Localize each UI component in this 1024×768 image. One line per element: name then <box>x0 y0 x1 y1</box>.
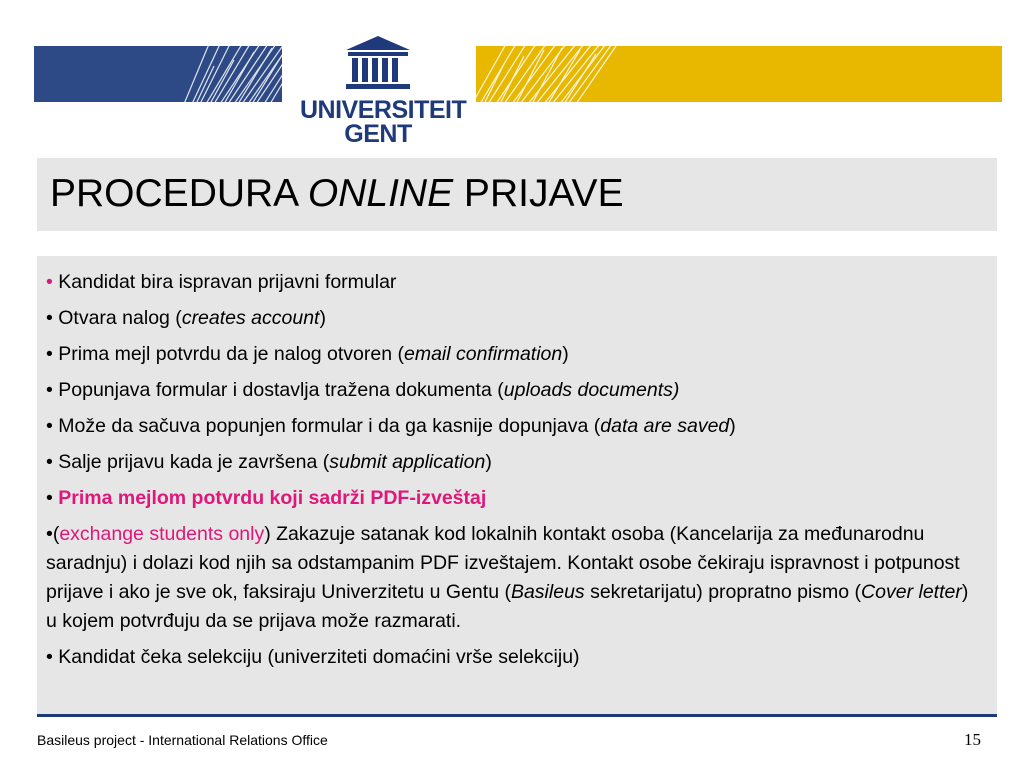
bullet-italic: creates account <box>181 307 320 329</box>
list-item <box>46 520 976 636</box>
bullet-italic: Basileus <box>510 581 585 603</box>
list-item <box>46 304 976 333</box>
highlight-text: Prima mejlom potvrdu koji sadrži PDF-izveštaj <box>58 487 487 509</box>
bullet-text: ) <box>729 415 736 437</box>
list-item <box>46 412 976 441</box>
temple-icon <box>342 34 414 94</box>
logo-text-universiteit: UNIVERSITEIT <box>300 96 467 124</box>
title-panel <box>37 158 997 231</box>
bullet-italic: uploads documents) <box>503 379 680 401</box>
page-number: 15 <box>964 730 981 749</box>
title-part1: PROCEDURA <box>50 172 308 215</box>
bullet-text: Kandidat bira ispravan prijavni formular <box>52 271 397 293</box>
bullet-text: ) <box>485 451 492 473</box>
brush-stroke-decoration <box>34 46 282 102</box>
bullet-italic: email confirmation <box>404 343 563 365</box>
bullet-text: ) u kojem potvrđuju da se prijava može razmarati. <box>46 581 969 632</box>
bullet-italic: Cover letter <box>861 581 962 603</box>
content-panel <box>37 256 997 714</box>
list-item <box>46 376 976 405</box>
blue-header-band <box>34 46 282 102</box>
bullet-text: • Kandidat čeka selekciju (univerziteti domaćini vrše selekciju) <box>46 646 580 668</box>
bullet-italic: submit application <box>329 451 486 473</box>
bullet-marker: • <box>46 487 59 509</box>
logo-text-gent: GENT <box>344 120 412 148</box>
bullet-text: • Otvara nalog ( <box>46 307 182 329</box>
list-item <box>46 643 976 672</box>
bullet-text: sekretarijatu) propratno pismo ( <box>584 581 862 603</box>
yellow-header-band <box>476 46 1002 102</box>
footer-label: Basileus project - International Relations Office <box>37 732 328 748</box>
bullet-marker: • <box>46 271 53 293</box>
list-item <box>46 268 976 297</box>
bullet-italic: data are saved <box>600 415 730 437</box>
bullet-text: •( <box>46 523 60 545</box>
brush-stroke-decoration <box>476 46 1002 102</box>
bullet-text: ) <box>562 343 569 365</box>
list-item <box>46 448 976 477</box>
title-italic: ONLINE <box>307 172 454 215</box>
bullet-text: • Popunjava formular i dostavlja tražena dokumenta ( <box>46 379 504 401</box>
bullet-text: • Može da sačuva popunjen formular i da ga kasnije dopunjava ( <box>46 415 601 437</box>
university-logo <box>300 34 467 154</box>
list-item <box>46 484 976 513</box>
bullet-text: ) Zakazuje satanak kod lokalnih kontakt osoba (Kancelarija za međunarodnu saradnju) i dolazi kod njih sa odstampanim PDF izveštajem. Kontakt osobe čekiraju ispravnost i potpunost prijave i ako je sve ok, faksiraju Univerzitetu u Gentu ( <box>46 523 960 603</box>
divider-line <box>37 714 997 717</box>
title-part2: PRIJAVE <box>453 172 624 215</box>
slide-title <box>50 172 624 216</box>
bullet-text: • Salje prijavu kada je završena ( <box>46 451 330 473</box>
bullet-list <box>46 268 976 679</box>
list-item <box>46 340 976 369</box>
exchange-note: exchange students only <box>59 523 265 545</box>
bullet-text: ) <box>319 307 326 329</box>
bullet-text: • Prima mejl potvrdu da je nalog otvoren ( <box>46 343 404 365</box>
